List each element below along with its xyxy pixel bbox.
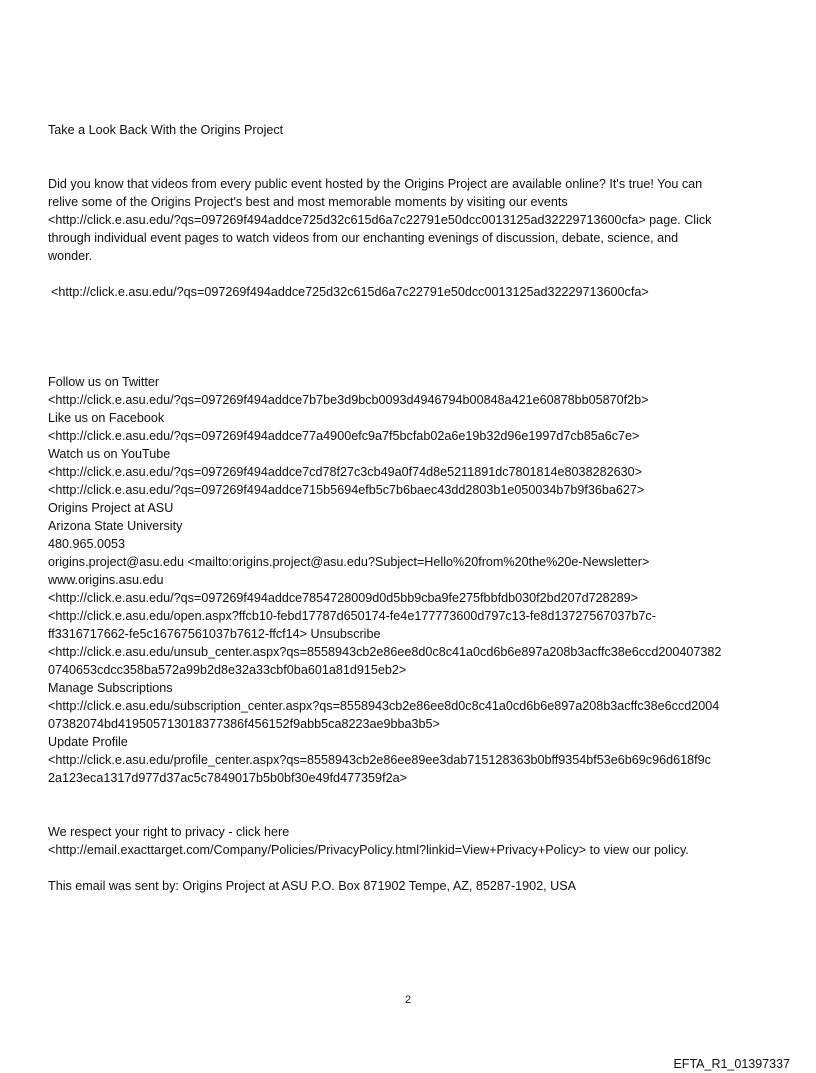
- spacer: [48, 787, 788, 823]
- extra-link[interactable]: <http://click.e.asu.edu/?qs=097269f494addce715b5694efb5c7b6baec43dd2803b1e050034b7b9f36ba627>: [48, 483, 645, 497]
- open-tracking-link[interactable]: <http://click.e.asu.edu/open.aspx?ffcb10-febd17787d650174-fe4e177773600d797c13-fe8d13727567037b7c-: [48, 609, 656, 623]
- youtube-link[interactable]: <http://click.e.asu.edu/?qs=097269f494addce7cd78f27c3cb49a0f74d8e5211891dc7801814e8038282630>: [48, 465, 642, 479]
- social-block: [48, 373, 788, 787]
- twitter-label: Follow us on Twitter: [48, 375, 160, 389]
- update-profile-link[interactable]: <http://click.e.asu.edu/profile_center.aspx?qs=8558943cb2e86ee89ee3dab715128363b0bff9354bf53e6b69c96d618f9c: [48, 753, 711, 767]
- org-name: Origins Project at ASU: [48, 501, 174, 515]
- manage-subscriptions-label: Manage Subscriptions: [48, 681, 173, 695]
- manage-subscriptions-link[interactable]: <http://click.e.asu.edu/subscription_center.aspx?qs=8558943cb2e86ee8d0c8c41a0cd6b6e897a208b3acffc38e6ccd2004: [48, 699, 720, 713]
- update-profile-label: Update Profile: [48, 735, 128, 749]
- heading: Take a Look Back With the Origins Project: [48, 123, 284, 137]
- spacer: [48, 139, 788, 175]
- image-link[interactable]: <http://click.e.asu.edu/?qs=097269f494addce725d32c615d6a7c22791e50dcc0013125ad32229713600cfa>: [51, 285, 649, 299]
- email-link[interactable]: origins.project@asu.edu <mailto:origins.project@asu.edu?Subject=Hello%20from%20the%20e-Newsletter>: [48, 555, 650, 569]
- unsubscribe-label: ff3316717662-fe5c16767561037b7612-ffcf14> Unsubscribe: [48, 627, 381, 641]
- page-number: 2: [404, 994, 412, 1006]
- intro-line: relive some of the Origins Project's best and most memorable moments by visiting our events: [48, 195, 568, 209]
- spacer: [48, 301, 788, 373]
- unsubscribe-link-cont[interactable]: 0740653cdcc358ba572a99b2d8e32a33cbf0ba601a81d915eb2>: [48, 663, 407, 677]
- twitter-link[interactable]: <http://click.e.asu.edu/?qs=097269f494addce7b7be3d9bcb0093d4946794b00848a421e60878bb05870f2b>: [48, 393, 649, 407]
- spacer: [48, 859, 788, 877]
- phone-number: 480.965.0053: [48, 537, 126, 551]
- facebook-link[interactable]: <http://click.e.asu.edu/?qs=097269f494addce77a4900efc9a7f5bcfab02a6e19b32d96e1997d7cb85a6c7e>: [48, 429, 640, 443]
- intro-paragraph: [48, 175, 788, 265]
- privacy-block: [48, 823, 788, 859]
- unsubscribe-link[interactable]: <http://click.e.asu.edu/unsub_center.aspx?qs=8558943cb2e86ee8d0c8c41a0cd6b6e897a208b3acffc38e6ccd200407382: [48, 645, 722, 659]
- intro-line: through individual event pages to watch videos from our enchanting evenings of discussion, debate, science, and: [48, 231, 679, 245]
- document-body: [48, 121, 788, 895]
- spacer: [48, 265, 788, 283]
- intro-line: Did you know that videos from every public event hosted by the Origins Project are available online? It's true! You can: [48, 177, 703, 191]
- sent-by: This email was sent by: Origins Project at ASU P.O. Box 871902 Tempe, AZ, 85287-1902, USA: [48, 879, 577, 893]
- university-name: Arizona State University: [48, 519, 183, 533]
- manage-subscriptions-link-cont[interactable]: 07382074bd419505713018377386f456152f9abb5ca8223ae9bba3b5>: [48, 717, 440, 731]
- intro-line-events-link[interactable]: <http://click.e.asu.edu/?qs=097269f494addce725d32c615d6a7c22791e50dcc0013125ad32229713600cfa> page. Click: [48, 213, 712, 227]
- privacy-link[interactable]: <http://email.exacttarget.com/Company/Policies/PrivacyPolicy.html?linkid=View+Privacy+Policy> to view our policy.: [48, 843, 689, 857]
- document-id: EFTA_R1_01397337: [673, 1057, 790, 1071]
- facebook-label: Like us on Facebook: [48, 411, 165, 425]
- website-link[interactable]: <http://click.e.asu.edu/?qs=097269f494addce7854728009d0d5bb9cba9fe275fbbfdb030f2bd207d728289>: [48, 591, 638, 605]
- update-profile-link-cont[interactable]: 2a123eca1317d977d37ac5c7849017b5b0bf30e49fd477359f2a>: [48, 771, 407, 785]
- website-label: www.origins.asu.edu: [48, 573, 164, 587]
- privacy-text: We respect your right to privacy - click here: [48, 825, 290, 839]
- intro-line: wonder.: [48, 249, 93, 263]
- youtube-label: Watch us on YouTube: [48, 447, 171, 461]
